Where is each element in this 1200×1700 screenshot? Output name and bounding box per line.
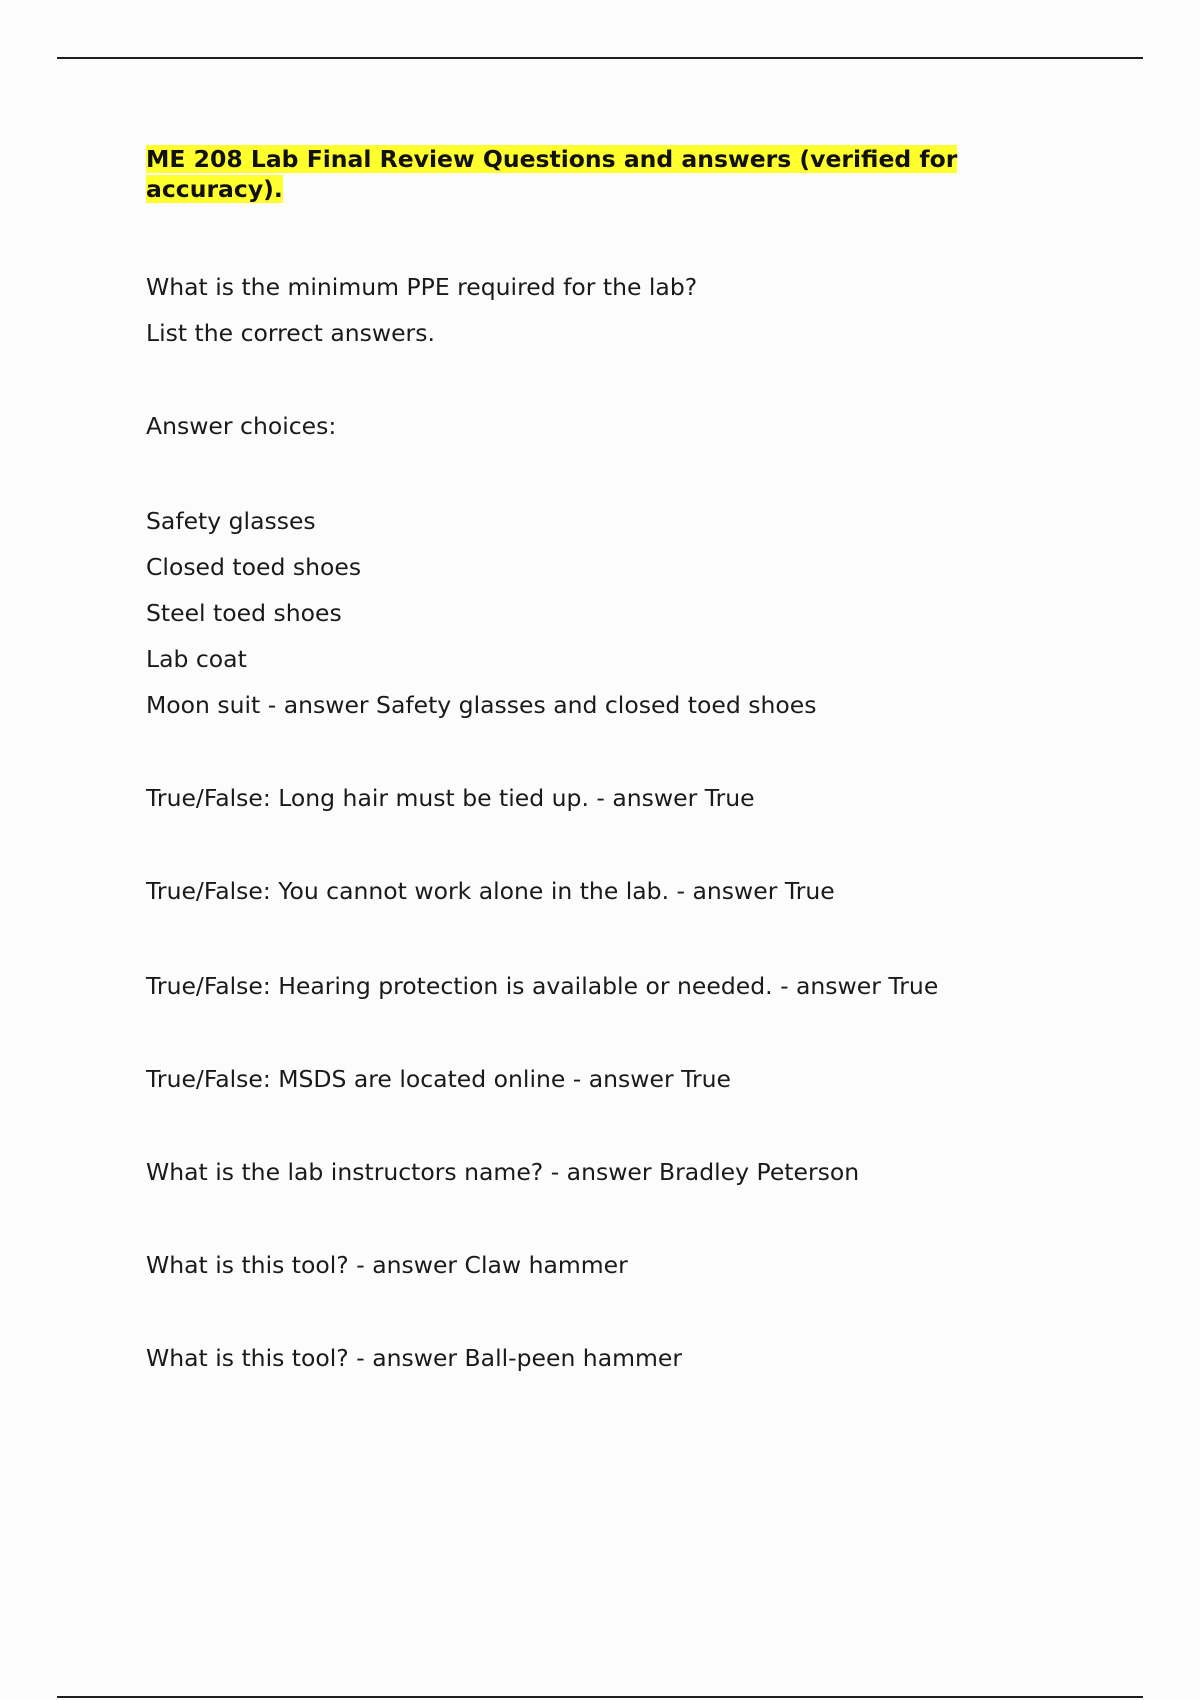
document-body — [146, 144, 1006, 1373]
review-item: True/False: Hearing protection is available or needed. - answer True — [146, 972, 939, 1000]
answer-choice: Safety glasses — [146, 507, 316, 535]
top-rule — [57, 57, 1143, 59]
bottom-rule — [57, 1696, 1143, 1698]
answer-choices-label: Answer choices: — [146, 412, 337, 440]
answer-choice: Steel toed shoes — [146, 599, 342, 627]
review-item: True/False: Long hair must be tied up. - answer True — [146, 784, 755, 812]
review-item: What is this tool? - answer Ball-peen hammer — [146, 1344, 683, 1372]
answer-choice: Moon suit - answer Safety glasses and closed toed shoes — [146, 691, 817, 719]
review-item: True/False: MSDS are located online - answer True — [146, 1065, 732, 1093]
review-item: What is this tool? - answer Claw hammer — [146, 1251, 628, 1279]
question-instruction: List the correct answers. — [146, 319, 435, 347]
review-item: What is the lab instructors name? - answer Bradley Peterson — [146, 1158, 860, 1186]
answer-choice: Lab coat — [146, 645, 247, 673]
title-highlight: ME 208 Lab Final Review Questions and answers (verified for accuracy). — [146, 145, 958, 203]
question-prompt: What is the minimum PPE required for the lab? — [146, 273, 698, 301]
answer-choice: Closed toed shoes — [146, 553, 362, 581]
document-title — [146, 144, 1006, 204]
review-item: True/False: You cannot work alone in the lab. - answer True — [146, 877, 835, 905]
